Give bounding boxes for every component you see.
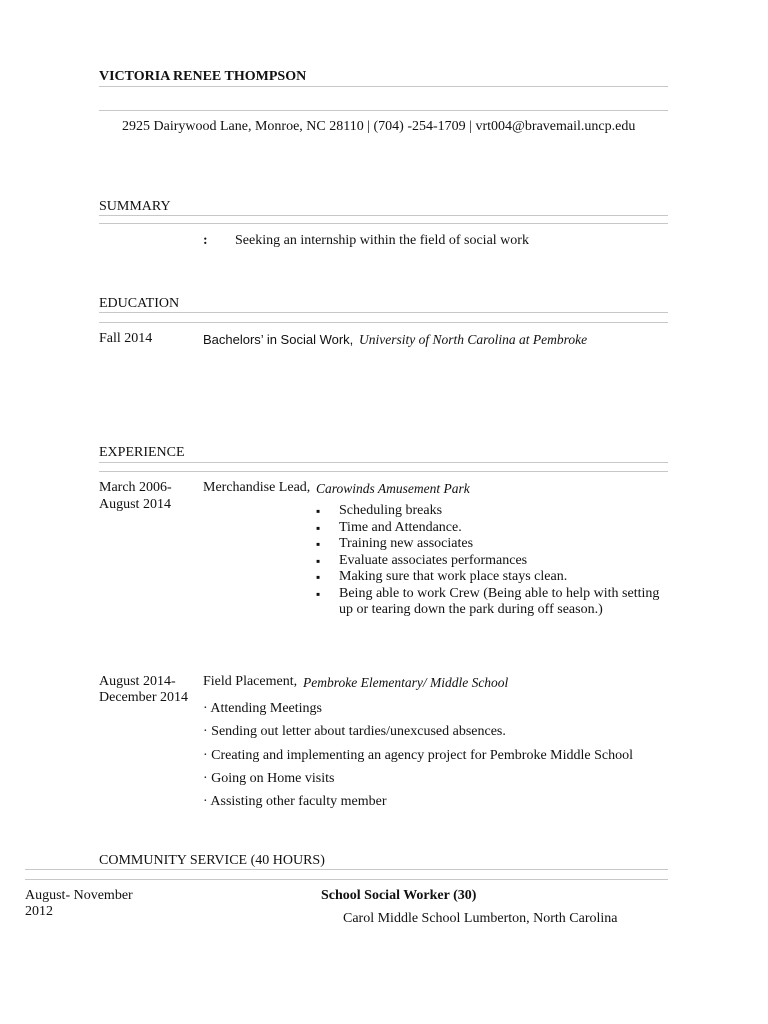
- divider: [99, 223, 668, 224]
- divider: [99, 110, 668, 111]
- job-date-start: August 2014-: [99, 674, 176, 689]
- summary-text: Seeking an internship within the field of social work: [235, 233, 529, 248]
- list-item: ▪ Time and Attendance.: [316, 520, 659, 537]
- divider: [25, 879, 668, 880]
- list-item: · Creating and implementing an agency project for Pembroke Middle School: [203, 747, 633, 763]
- job-date-end: August 2014: [99, 497, 171, 512]
- contact-line: 2925 Dairywood Lane, Monroe, NC 28110 | (704) -254-1709 | vrt004@bravemail.uncp.edu: [122, 119, 636, 134]
- job-title: Merchandise Lead,: [203, 480, 311, 495]
- job-organization: Pembroke Elementary/ Middle School: [303, 675, 509, 690]
- list-item: ▪ Training new associates: [316, 536, 659, 553]
- list-item: ▪ Making sure that work place stays clean.: [316, 569, 659, 586]
- divider: [25, 869, 668, 870]
- experience-heading: EXPERIENCE: [99, 445, 185, 460]
- divider: [99, 462, 668, 463]
- list-item: · Attending Meetings: [203, 701, 322, 716]
- education-heading: EDUCATION: [99, 296, 180, 311]
- divider: [99, 322, 668, 323]
- divider: [99, 215, 668, 216]
- list-item: ▪ Being able to work Crew (Being able to help with setting: [316, 586, 659, 603]
- list-item: · Going on Home visits: [203, 770, 335, 786]
- community-role: School Social Worker (30): [321, 888, 477, 903]
- job-duties-list: [316, 503, 659, 602]
- list-item-continuation: up or tearing down the park during off season.): [339, 602, 603, 617]
- list-item: · Sending out letter about tardies/unexcused absences.: [203, 724, 506, 740]
- job-duties-list: [203, 697, 633, 813]
- education-date: Fall 2014: [99, 331, 153, 346]
- divider: [99, 312, 668, 313]
- job-organization: Carowinds Amusement Park: [316, 481, 470, 496]
- summary-heading: SUMMARY: [99, 199, 171, 214]
- community-date-end: 2012: [25, 904, 53, 919]
- resume-name: VICTORIA RENEE THOMPSON: [99, 69, 307, 84]
- community-heading: COMMUNITY SERVICE (40 HOURS): [99, 853, 325, 868]
- summary-colon: :: [203, 233, 208, 248]
- job-date-start: March 2006-: [99, 480, 172, 495]
- education-school: University of North Carolina at Pembroke: [359, 332, 588, 347]
- list-item: ▪ Evaluate associates performances: [316, 553, 659, 570]
- community-place: Carol Middle School Lumberton, North Carolina: [343, 911, 618, 926]
- divider: [99, 471, 668, 472]
- community-date-start: August- November: [25, 888, 133, 903]
- job-title: Field Placement,: [203, 674, 298, 689]
- list-item: · Assisting other faculty member: [203, 794, 387, 810]
- education-degree: Bachelors’ in Social Work,: [203, 332, 354, 347]
- divider: [99, 86, 668, 87]
- list-item: ▪ Scheduling breaks: [316, 503, 659, 520]
- job-date-end: December 2014: [99, 690, 189, 705]
